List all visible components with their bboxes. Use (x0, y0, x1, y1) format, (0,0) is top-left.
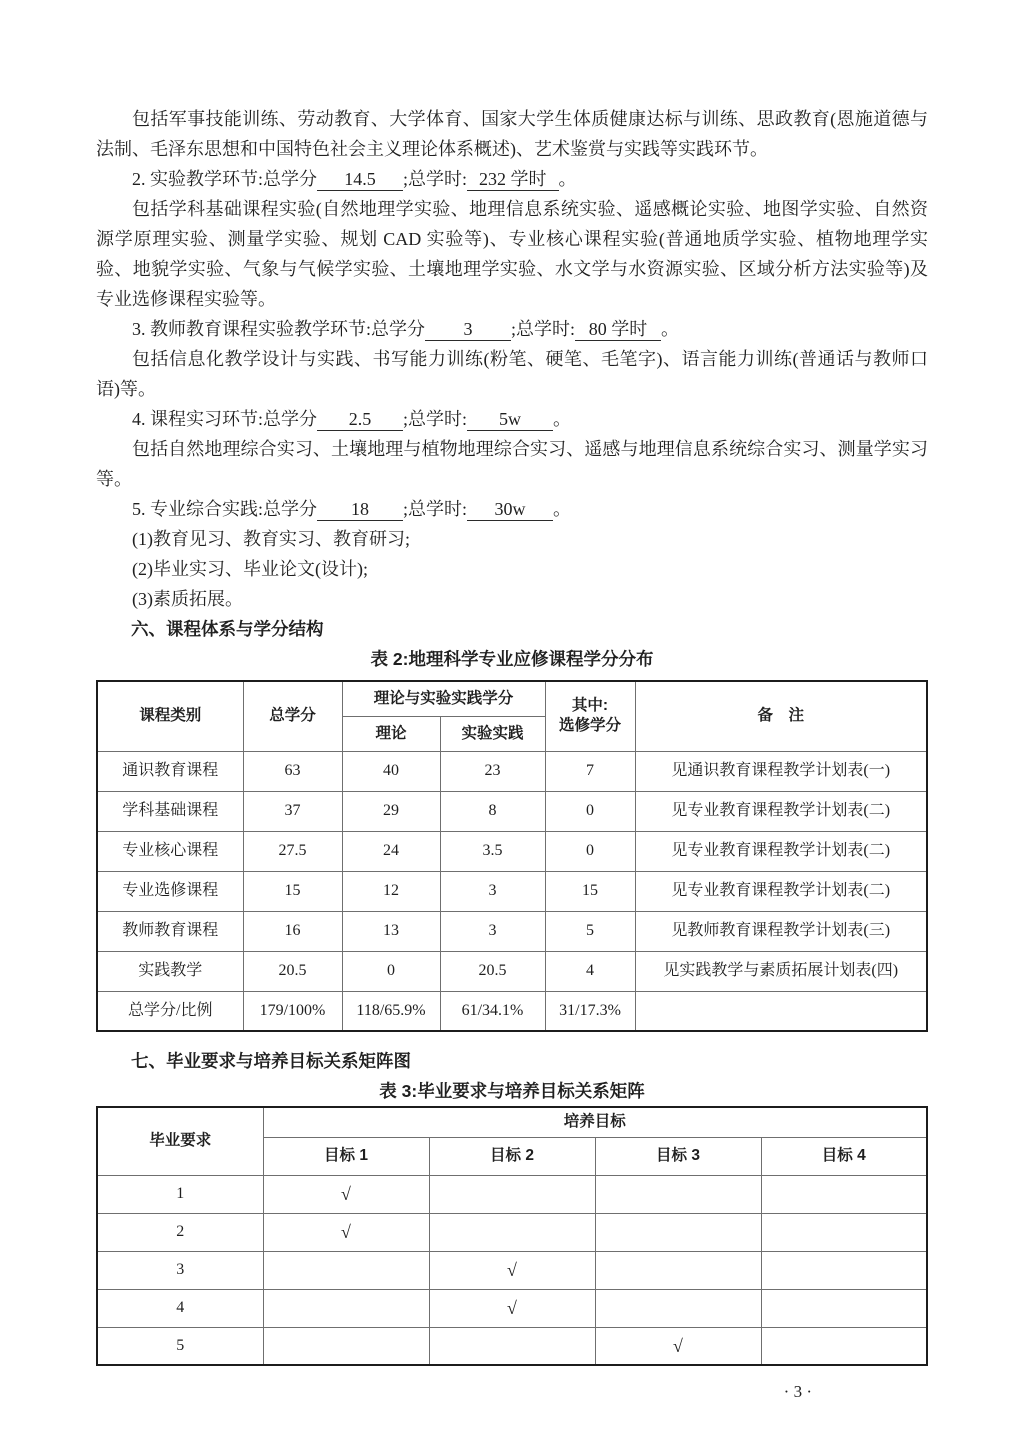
cell-goal-4-check (761, 1289, 927, 1327)
cell-goal-4-check (761, 1213, 927, 1251)
item-3-end: 。 (661, 319, 680, 339)
table2-row (97, 831, 927, 871)
cell-category: 实践教学 (97, 951, 243, 991)
cell-note: 见教师教育课程教学计划表(三) (635, 911, 927, 951)
cell-note: 见实践教学与素质拓展计划表(四) (635, 951, 927, 991)
item-2-hours-blank: 232 学时 (467, 168, 559, 191)
table3-row (97, 1289, 927, 1327)
paragraph-practice-intro: 包括军事技能训练、劳动教育、大学体育、国家大学生体质健康达标与训练、思政教育(恩施道德与法制、毛泽东思想和中国特色社会主义理论体系概述)、艺术鉴赏与实践等实践环节。 (96, 109, 928, 159)
table3-row (97, 1327, 927, 1365)
item-5-line (96, 494, 928, 524)
table2-row (97, 751, 927, 791)
cell-total: 179/100% (243, 991, 342, 1031)
cell-elective: 5 (545, 911, 635, 951)
cell-category: 专业核心课程 (97, 831, 243, 871)
cell-theory: 13 (342, 911, 440, 951)
cell-practice: 61/34.1% (440, 991, 545, 1031)
table-requirements-goals-matrix (96, 1106, 928, 1366)
cell-note: 见通识教育课程教学计划表(一) (635, 751, 927, 791)
cell-category: 教师教育课程 (97, 911, 243, 951)
cell-total: 16 (243, 911, 342, 951)
cell-total: 63 (243, 751, 342, 791)
table3-header-goal-4: 目标 4 (761, 1137, 927, 1175)
cell-total: 15 (243, 871, 342, 911)
section-heading-6: 六、课程体系与学分结构 (131, 619, 324, 639)
table2-header-elective (545, 681, 635, 751)
table2-header-note: 备 注 (635, 681, 927, 751)
table2-row (97, 791, 927, 831)
table2-header-elective-line1: 其中: (571, 697, 609, 715)
cell-elective: 31/17.3% (545, 991, 635, 1031)
cell-theory: 24 (342, 831, 440, 871)
cell-goal-3-check (595, 1251, 761, 1289)
cell-goal-3-check (595, 1175, 761, 1213)
table-credit-distribution (96, 680, 928, 1032)
cell-note: 见专业教育课程教学计划表(二) (635, 871, 927, 911)
cell-goal-1-check: √ (263, 1175, 429, 1213)
cell-goal-4-check (761, 1327, 927, 1365)
table3-header-row-1 (97, 1107, 927, 1137)
item-4-hours-blank: 5w (467, 408, 553, 431)
list-item-1: (1)教育见习、教育实习、教育研习; (132, 529, 410, 549)
cell-requirement: 5 (97, 1327, 263, 1365)
item-3-credits-blank: 3 (425, 318, 511, 341)
section-heading-7: 七、毕业要求与培养目标关系矩阵图 (131, 1051, 411, 1071)
table2-row (97, 911, 927, 951)
table3-header-goal-3: 目标 3 (595, 1137, 761, 1175)
cell-elective: 0 (545, 831, 635, 871)
paragraph-experiment-courses: 包括学科基础课程实验(自然地理学实验、地理信息系统实验、遥感概论实验、地图学实验、自然资源学原理实验、测量学实验、规划 CAD 实验等)、专业核心课程实验(普通地质学实验、植物地理学实验、地貌学实验、气象与气候学实验、土壤地理学实验、水文学与水资源实验、区域分析方法实验等)及专业选修课程实验等。 (96, 199, 928, 309)
table2-header-category: 课程类别 (97, 681, 243, 751)
table3-header-goal-1: 目标 1 (263, 1137, 429, 1175)
item-3-hours-blank: 80 学时 (575, 318, 661, 341)
cell-goal-2-check (429, 1213, 595, 1251)
item-5-credits-blank: 18 (317, 498, 403, 521)
cell-category: 专业选修课程 (97, 871, 243, 911)
cell-total: 20.5 (243, 951, 342, 991)
item-5-end: 。 (553, 499, 572, 519)
cell-practice: 20.5 (440, 951, 545, 991)
table3-header-goal-2: 目标 2 (429, 1137, 595, 1175)
table3-row (97, 1251, 927, 1289)
item-2-line (96, 164, 928, 194)
cell-total: 37 (243, 791, 342, 831)
table2-header-practice: 实验实践 (440, 716, 545, 751)
table2-caption: 表 2:地理科学专业应修课程学分分布 (370, 649, 654, 669)
cell-requirement: 1 (97, 1175, 263, 1213)
cell-requirement: 4 (97, 1289, 263, 1327)
table2-header-elective-line2: 选修学分 (559, 717, 622, 735)
table3-row (97, 1175, 927, 1213)
cell-goal-1-check (263, 1251, 429, 1289)
item-4-line (96, 404, 928, 434)
table2-row (97, 871, 927, 911)
cell-category: 学科基础课程 (97, 791, 243, 831)
table2-header-group: 理论与实验实践学分 (342, 681, 545, 716)
cell-goal-4-check (761, 1175, 927, 1213)
cell-goal-3-check: √ (595, 1327, 761, 1365)
cell-practice: 3 (440, 871, 545, 911)
paragraph-field-practice: 包括自然地理综合实习、土壤地理与植物地理综合实习、遥感与地理信息系统综合实习、测量学实习等。 (96, 439, 928, 489)
table2-header-total: 总学分 (243, 681, 342, 751)
item-5-mid: ;总学时: (403, 499, 468, 519)
table3-row (97, 1213, 927, 1251)
cell-elective: 15 (545, 871, 635, 911)
cell-category: 总学分/比例 (97, 991, 243, 1031)
cell-elective: 7 (545, 751, 635, 791)
cell-goal-3-check (595, 1289, 761, 1327)
cell-requirement: 2 (97, 1213, 263, 1251)
cell-practice: 3.5 (440, 831, 545, 871)
item-4-mid: ;总学时: (403, 409, 468, 429)
item-2-label: 2. 实验教学环节:总学分 (132, 169, 318, 189)
cell-goal-2-check (429, 1175, 595, 1213)
item-3-line (96, 314, 928, 344)
cell-requirement: 3 (97, 1251, 263, 1289)
table3-header-requirement: 毕业要求 (97, 1107, 263, 1175)
table2-row-total (97, 991, 927, 1031)
cell-goal-2-check: √ (429, 1289, 595, 1327)
cell-theory: 118/65.9% (342, 991, 440, 1031)
item-3-label: 3. 教师教育课程实验教学环节:总学分 (132, 319, 425, 339)
cell-elective: 0 (545, 791, 635, 831)
cell-note (635, 991, 927, 1031)
table3-header-group: 培养目标 (263, 1107, 927, 1137)
list-item-2: (2)毕业实习、毕业论文(设计); (132, 559, 368, 579)
item-4-credits-blank: 2.5 (317, 408, 403, 431)
cell-theory: 40 (342, 751, 440, 791)
table2-row (97, 951, 927, 991)
item-2-end: 。 (558, 169, 577, 189)
cell-goal-1-check: √ (263, 1213, 429, 1251)
item-5-label: 5. 专业综合实践:总学分 (132, 499, 318, 519)
cell-goal-1-check (263, 1327, 429, 1365)
cell-elective: 4 (545, 951, 635, 991)
paragraph-teacher-training: 包括信息化教学设计与实践、书写能力训练(粉笔、硬笔、毛笔字)、语言能力训练(普通话与教师口语)等。 (96, 349, 928, 399)
cell-goal-2-check: √ (429, 1251, 595, 1289)
cell-note: 见专业教育课程教学计划表(二) (635, 791, 927, 831)
item-4-label: 4. 课程实习环节:总学分 (132, 409, 318, 429)
item-4-end: 。 (553, 409, 572, 429)
cell-theory: 29 (342, 791, 440, 831)
cell-goal-4-check (761, 1251, 927, 1289)
item-3-mid: ;总学时: (511, 319, 576, 339)
item-2-credits-blank: 14.5 (317, 168, 403, 191)
page-number: · 3 · (783, 1382, 812, 1401)
cell-goal-1-check (263, 1289, 429, 1327)
cell-practice: 23 (440, 751, 545, 791)
cell-theory: 12 (342, 871, 440, 911)
cell-note: 见专业教育课程教学计划表(二) (635, 831, 927, 871)
list-item-3: (3)素质拓展。 (132, 589, 243, 609)
cell-theory: 0 (342, 951, 440, 991)
cell-category: 通识教育课程 (97, 751, 243, 791)
table2-header-row-1 (97, 681, 927, 716)
table3-caption: 表 3:毕业要求与培养目标关系矩阵 (379, 1081, 645, 1101)
table2-header-theory: 理论 (342, 716, 440, 751)
item-2-mid: ;总学时: (403, 169, 468, 189)
item-5-hours-blank: 30w (467, 498, 553, 521)
cell-total: 27.5 (243, 831, 342, 871)
cell-practice: 8 (440, 791, 545, 831)
cell-goal-3-check (595, 1213, 761, 1251)
cell-practice: 3 (440, 911, 545, 951)
cell-goal-2-check (429, 1327, 595, 1365)
